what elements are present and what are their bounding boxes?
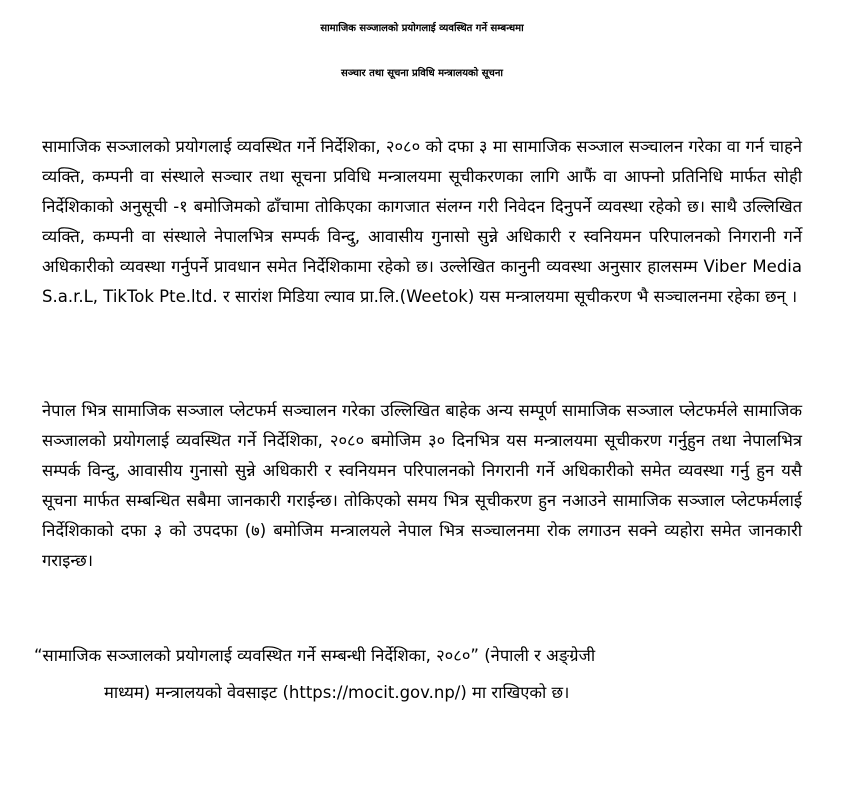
website-note-line-1: “सामाजिक सञ्जालको प्रयोगलाई व्यवस्थित गर्ने सम्बन्धी निर्देशिका, २०८०” (नेपाली र अङ्ग्रेजी [34, 646, 596, 665]
notice-title-line-2: सञ्चार तथा सूचना प्रविधि मन्त्रालयको सूचना [340, 68, 504, 79]
notice-title-line-1: सामाजिक सञ्जालको प्रयोगलाई व्यवस्थित गर्ने सम्बन्धमा [320, 23, 524, 34]
website-note-line-2: माध्यम) मन्त्रालयको वेवसाइट (https://mocit.gov.np/) मा राखिएको छ। [104, 683, 570, 702]
notice-paragraph-2: नेपाल भित्र सामाजिक सञ्जाल प्लेटफर्म सञ्चालन गरेका उल्लिखित बाहेक अन्य सम्पूर्ण सामाजिक सञ्जाल प्लेटफर्मले सामाजिक सञ्जालको प्रयोगलाई व्यवस्थित गर्ने निर्देशिका, २०८० बमोजिम ३० दिनभित्र यस मन्त्रालयमा सूचीकरण गर्नुहुन तथा नेपालभित्र सम्पर्क विन्दु, आवासीय गुनासो सुन्ने अधिकारी र स्वनियमन परिपालनको निगरानी गर्ने अधिकारीको समेत व्यवस्था गर्नु हुन यसै सूचना मार्फत सम्बन्धित सबैमा जानकारी गराईन्छ। तोकिएको समय भित्र सूचीकरण हुन नआउने सामाजिक सञ्जाल प्लेटफर्मलाई निर्देशिकाको दफा ३ को उपदफा (७) बमोजिम मन्त्रालयले नेपाल भित्र सञ्चालनमा रोक लगाउन सक्ने व्यहोरा समेत जानकारी गराइन्छ। [42, 401, 802, 570]
notice-paragraph-1: सामाजिक सञ्जालको प्रयोगलाई व्यवस्थित गर्ने निर्देशिका, २०८० को दफा ३ मा सामाजिक सञ्जाल सञ्चालन गरेका वा गर्न चाहने व्यक्ति, कम्पनी वा संस्थाले सञ्चार तथा सूचना प्रविधि मन्त्रालयमा सूचीकरणका लागि आफैं वा आफ्नो प्रतिनिधि मार्फत सोही निर्देशिकाको अनुसूची -१ बमोजिमको ढाँचामा तोकिएका कागजात संलग्न गरी निवेदन दिनुपर्ने व्यवस्था रहेको छ। साथै उल्लिखित व्यक्ति, कम्पनी वा संस्थाले नेपालभित्र सम्पर्क विन्दु, आवासीय गुनासो सुन्ने अधिकारी र स्वनियमन परिपालनको निगरानी गर्ने अधिकारीको व्यवस्था गर्नुपर्ने प्रावधान समेत निर्देशिकामा रहेको छ। उल्लेखित कानुनी व्यवस्था अनुसार हालसम्म Viber Media S.a.r.L, TikTok Pte.ltd. र सारांश मिडिया ल्याव प्रा.लि.(Weetok) यस मन्त्रालयमा सूचीकरण भै सञ्चालनमा रहेका छन् । [42, 137, 802, 306]
